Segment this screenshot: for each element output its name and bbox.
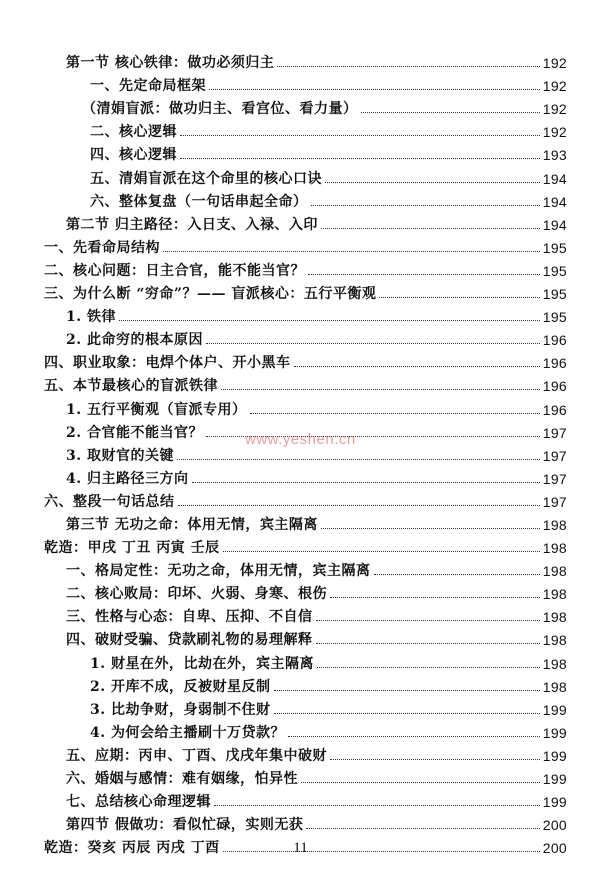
toc-entry-label: 2. 此命穷的根本原因	[66, 332, 203, 349]
dot-leader	[317, 667, 540, 668]
dot-leader	[321, 528, 540, 529]
toc-entry-label: 1. 财星在外，比劫在外，宾主隔离	[90, 655, 314, 672]
toc-entry-label: 三、为什么断 “穷命”？—— 盲派核心：五行平衡观	[44, 286, 377, 303]
toc-entry-label: 1. 五行平衡观（盲派专用）	[66, 401, 247, 418]
toc-entry[interactable]	[0, 302, 601, 325]
toc-entry-page: 198	[542, 586, 567, 603]
dot-leader	[379, 297, 539, 298]
toc-entry-label: 四、破财受骗、贷款刷礼物的易理解释	[66, 632, 313, 649]
toc-entry-label: （清娟盲派：做功归主、看宫位、看力量）	[82, 101, 358, 118]
dot-leader	[223, 551, 540, 552]
dot-leader	[277, 66, 539, 67]
dot-leader	[206, 343, 540, 344]
toc-entry-page: 199	[542, 794, 567, 811]
watermark: www.yeshen.cn	[245, 431, 356, 448]
dot-leader	[178, 505, 540, 506]
table-of-contents	[0, 48, 601, 856]
toc-entry-page: 199	[542, 747, 567, 764]
toc-entry[interactable]	[0, 741, 601, 764]
toc-entry-label: 第一节 核心铁律：做功必须归主	[66, 55, 275, 72]
dot-leader	[180, 135, 540, 136]
toc-entry-page: 192	[542, 55, 567, 72]
toc-entry-page: 193	[542, 147, 567, 164]
toc-entry-page: 198	[542, 540, 567, 557]
toc-entry[interactable]	[0, 464, 601, 487]
toc-entry[interactable]	[0, 718, 601, 741]
toc-entry-label: 一、先看命局结构	[44, 239, 160, 256]
toc-entry-page: 194	[542, 170, 567, 187]
toc-entry[interactable]	[0, 510, 601, 533]
toc-entry-label: 2. 合官能不能当官？	[66, 424, 203, 441]
toc-entry-page: 198	[542, 632, 567, 649]
toc-entry-label: 五、本节最核心的盲派铁律	[44, 378, 218, 395]
toc-entry[interactable]	[0, 371, 601, 394]
toc-entry-label: 乾造：癸亥 丙辰 丙戌 丁酉	[44, 840, 220, 857]
toc-entry-label: 第四节 假做功：看似忙碌，实则无获	[66, 817, 304, 834]
dot-leader	[180, 158, 540, 159]
dot-leader	[214, 805, 540, 806]
dot-leader	[192, 482, 540, 483]
toc-entry-page: 200	[542, 840, 567, 857]
dot-leader	[119, 320, 540, 321]
toc-entry[interactable]	[0, 187, 601, 210]
toc-entry[interactable]	[0, 625, 601, 648]
toc-entry-page: 199	[542, 771, 567, 787]
toc-entry[interactable]	[0, 487, 601, 510]
toc-entry-page: 196	[542, 401, 567, 418]
toc-entry[interactable]	[0, 556, 601, 579]
toc-entry[interactable]	[0, 348, 601, 371]
toc-entry-label: 六、整体复盘（一句话串起全命）	[90, 193, 308, 210]
toc-entry-page: 194	[542, 193, 567, 210]
toc-entry-page: 198	[542, 655, 567, 672]
toc-entry-page: 196	[542, 332, 567, 349]
toc-entry-page: 198	[542, 516, 567, 533]
toc-entry-page: 197	[542, 470, 567, 487]
toc-entry[interactable]	[0, 648, 601, 671]
dot-leader	[308, 274, 540, 275]
toc-entry-page: 195	[542, 309, 567, 326]
toc-entry-page: 196	[542, 378, 567, 395]
toc-entry[interactable]	[0, 71, 601, 94]
dot-leader	[294, 366, 540, 367]
toc-entry-page: 194	[542, 216, 567, 233]
toc-entry-label: 第三节 无功之命：体用无情，宾主隔离	[66, 516, 318, 533]
toc-entry-label: 二、核心败局：印坏、火弱、身寒、根伤	[66, 586, 327, 603]
toc-entry[interactable]	[0, 233, 601, 256]
toc-entry-label: 3. 取财官的关键	[66, 447, 174, 464]
dot-leader	[301, 782, 540, 783]
toc-entry-label: 乾造：甲戌 丁丑 丙寅 壬辰	[44, 540, 220, 557]
toc-entry[interactable]	[0, 672, 601, 695]
toc-entry-label: 五、清娟盲派在这个命里的核心口诀	[90, 170, 322, 187]
toc-entry-page: 197	[542, 447, 567, 464]
toc-entry-label: 1. 铁律	[66, 309, 116, 326]
toc-entry-label: 二、核心问题：日主合官，能不能当官？	[44, 262, 305, 279]
dot-leader	[374, 574, 540, 575]
toc-entry[interactable]	[0, 533, 601, 556]
toc-entry[interactable]	[0, 210, 601, 233]
toc-entry-label: 三、性格与心态：自卑、压抑、不自信	[66, 609, 313, 626]
toc-entry-label: 四、核心逻辑	[90, 147, 177, 164]
toc-entry-page: 198	[542, 609, 567, 626]
toc-entry-page: 192	[542, 124, 567, 141]
dot-leader	[361, 112, 540, 113]
dot-leader	[330, 759, 540, 760]
toc-entry-page: 200	[542, 817, 567, 834]
toc-entry[interactable]	[0, 325, 601, 348]
page-number: 11	[293, 840, 308, 856]
toc-entry-label: 二、核心逻辑	[90, 124, 177, 141]
dot-leader	[274, 713, 540, 714]
toc-entry-label: 3. 比劫争财，身弱制不住财	[90, 701, 271, 718]
dot-leader	[221, 389, 540, 390]
toc-entry[interactable]	[0, 94, 601, 117]
toc-entry-page: 197	[542, 424, 567, 441]
dot-leader	[209, 89, 540, 90]
toc-entry[interactable]	[0, 256, 601, 279]
toc-entry-label: 四、职业取象：电焊个体户、开小黑车	[44, 355, 291, 372]
toc-entry-label: 4. 为何会给主播刷十万贷款？	[90, 724, 285, 741]
toc-entry[interactable]	[0, 787, 601, 810]
toc-entry-label: 4. 归主路径三方向	[66, 470, 189, 487]
toc-entry-page: 192	[542, 101, 567, 118]
toc-entry-label: 一、格局定性：无功之命，体用无情，宾主隔离	[66, 563, 371, 580]
toc-entry-page: 195	[542, 239, 567, 256]
toc-entry[interactable]	[0, 48, 601, 71]
dot-leader	[288, 736, 540, 737]
toc-entry[interactable]	[0, 579, 601, 602]
toc-entry-page: 192	[542, 78, 567, 95]
toc-entry[interactable]	[0, 695, 601, 718]
toc-entry-page: 198	[542, 678, 567, 695]
dot-leader	[325, 182, 540, 183]
dot-leader	[330, 597, 540, 598]
toc-entry-page: 199	[542, 724, 567, 741]
toc-entry[interactable]	[0, 394, 601, 417]
toc-entry[interactable]	[0, 140, 601, 163]
toc-entry[interactable]	[0, 602, 601, 625]
toc-entry-label: 一、先定命局框架	[90, 78, 206, 95]
toc-entry-label: 六、婚姻与感情：难有姻缘，怕异性	[66, 771, 298, 787]
dot-leader	[163, 251, 540, 252]
dot-leader	[250, 413, 540, 414]
toc-entry[interactable]	[0, 117, 601, 140]
toc-entry-page: 195	[542, 262, 567, 279]
toc-entry[interactable]	[0, 163, 601, 186]
toc-entry[interactable]	[0, 810, 601, 833]
toc-entry-page: 197	[542, 493, 567, 510]
dot-leader	[306, 828, 539, 829]
toc-entry-page: 195	[542, 286, 567, 303]
toc-entry-page: 199	[542, 701, 567, 718]
dot-leader	[316, 620, 540, 621]
toc-entry-page: 198	[542, 563, 567, 580]
toc-entry[interactable]	[0, 764, 601, 787]
toc-entry[interactable]	[0, 279, 601, 302]
toc-entry-page: 196	[542, 355, 567, 372]
toc-entry-label: 2. 开库不成，反被财星反制	[90, 678, 271, 695]
dot-leader	[311, 205, 540, 206]
toc-entry-label: 六、整段一句话总结	[44, 493, 175, 510]
dot-leader	[316, 643, 540, 644]
toc-entry-label: 第二节 归主路径：入日支、入禄、入印	[66, 216, 318, 233]
dot-leader	[321, 228, 540, 229]
toc-entry-label: 七、总结核心命理逻辑	[66, 794, 211, 811]
dot-leader	[177, 459, 540, 460]
dot-leader	[274, 690, 540, 691]
toc-entry-label: 五、应期：丙申、丁酉、戊戌年集中破财	[66, 747, 327, 764]
